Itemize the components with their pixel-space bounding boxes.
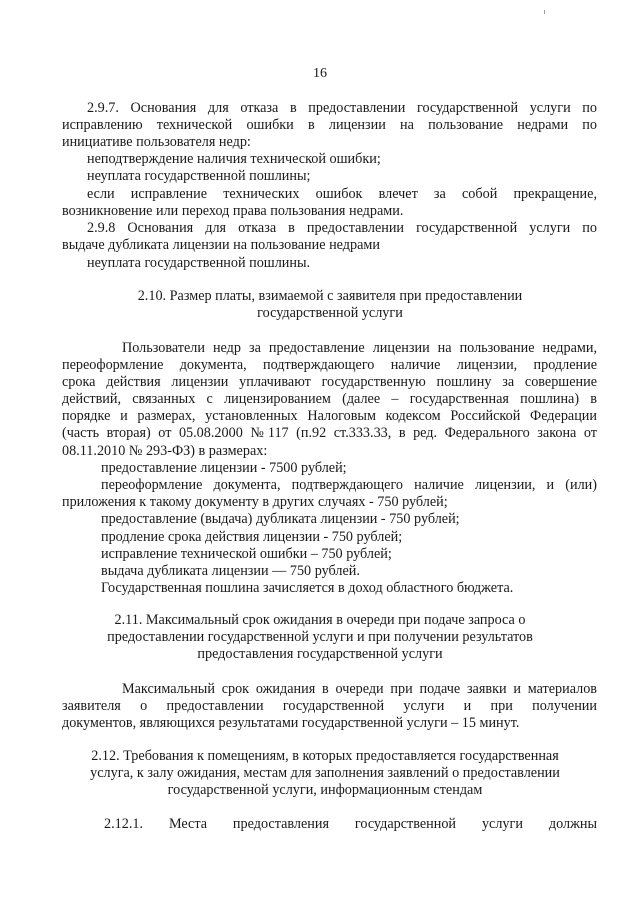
text-line: переоформление документа, подтверждающего наличие лицензии, продление bbox=[62, 357, 597, 373]
text-line: 2.10. Размер платы, взимаемой с заявителя при предоставлении bbox=[137, 288, 523, 304]
text-line: если исправление технических ошибок влечет за собой прекращение, bbox=[87, 186, 597, 202]
text-line: неуплата государственной пошлины; bbox=[87, 168, 311, 184]
text-line: исправление технической ошибки – 750 рублей; bbox=[101, 546, 392, 562]
text-line: выдача дубликата лицензии — 750 рублей. bbox=[101, 563, 360, 579]
text-line: 2.9.7. Основания для отказа в предоставлении государственной услуги по bbox=[87, 100, 597, 116]
text-line: заявителя о предоставлении государственной услуги и при получении bbox=[62, 698, 597, 714]
text-line: предоставление лицензии - 7500 рублей; bbox=[101, 460, 347, 476]
text-line: срока действия лицензии уплачивают государственную пошлину за совершение bbox=[62, 374, 597, 390]
text-line: переоформление документа, подтверждающего наличие лицензии, и (или) bbox=[101, 477, 597, 493]
text-line: (часть вторая) от 05.08.2000 №117 (п.92 ст.333.33, в ред. Федерального закона от bbox=[62, 425, 597, 441]
text-line: действий, связанных с лицензированием (далее – государственная пошлина) в bbox=[62, 391, 597, 407]
text-line: выдаче дубликата лицензии на пользование недрами bbox=[62, 237, 380, 253]
text-line: государственной услуги, информационным стендам bbox=[167, 782, 483, 798]
text-line: неуплата государственной пошлины. bbox=[87, 255, 311, 271]
text-line: порядке и размерах, установленных Налоговым кодексом Российской Федерации bbox=[62, 408, 597, 424]
scan-artifact bbox=[544, 10, 545, 14]
text-line: исправлению технической ошибки в лицензии на пользование недрами по bbox=[62, 117, 597, 133]
text-line: Пользователи недр за предоставление лицензии на пользование недрами, bbox=[122, 340, 597, 356]
text-line: продление срока действия лицензии - 750 рублей; bbox=[101, 529, 403, 545]
text-line: возникновение или переход права пользования недрами. bbox=[62, 203, 404, 219]
text-line: предоставления государственной услуги bbox=[197, 646, 443, 662]
text-line: документов, являющихся результатами государственной услуги – 15 минут. bbox=[62, 715, 520, 731]
text-line: услуга, к залу ожидания, местам для заполнения заявлений о предоставлении bbox=[90, 765, 560, 781]
text-line: 08.11.2010 № 293-ФЗ) в размерах: bbox=[62, 443, 268, 459]
text-line: 2.12.1. Места предоставления государственной услуги должны bbox=[104, 816, 597, 832]
text-line: Государственная пошлина зачисляется в доход областного бюджета. bbox=[101, 580, 514, 596]
page-number: 16 bbox=[313, 66, 327, 81]
text-line: государственной услуги bbox=[257, 305, 403, 321]
text-line: 2.11. Максимальный срок ожидания в очереди при подаче запроса о bbox=[114, 612, 526, 628]
text-line: предоставление (выдача) дубликата лицензии - 750 рублей; bbox=[101, 511, 460, 527]
text-line: 2.9.8 Основания для отказа в предоставлении государственной услуги по bbox=[87, 220, 597, 236]
text-line: приложения к такому документу в других случаях - 750 рублей; bbox=[62, 494, 448, 510]
text-line: инициативе пользователя недр: bbox=[62, 134, 251, 150]
text-line: неподтверждение наличия технической ошибки; bbox=[87, 151, 381, 167]
text-line: Максимальный срок ожидания в очереди при подаче заявки и материалов bbox=[122, 681, 597, 697]
text-line: 2.12. Требования к помещениям, в которых предоставляется государственная bbox=[91, 748, 559, 764]
text-line: предоставлении государственной услуги и при получении результатов bbox=[107, 629, 533, 645]
